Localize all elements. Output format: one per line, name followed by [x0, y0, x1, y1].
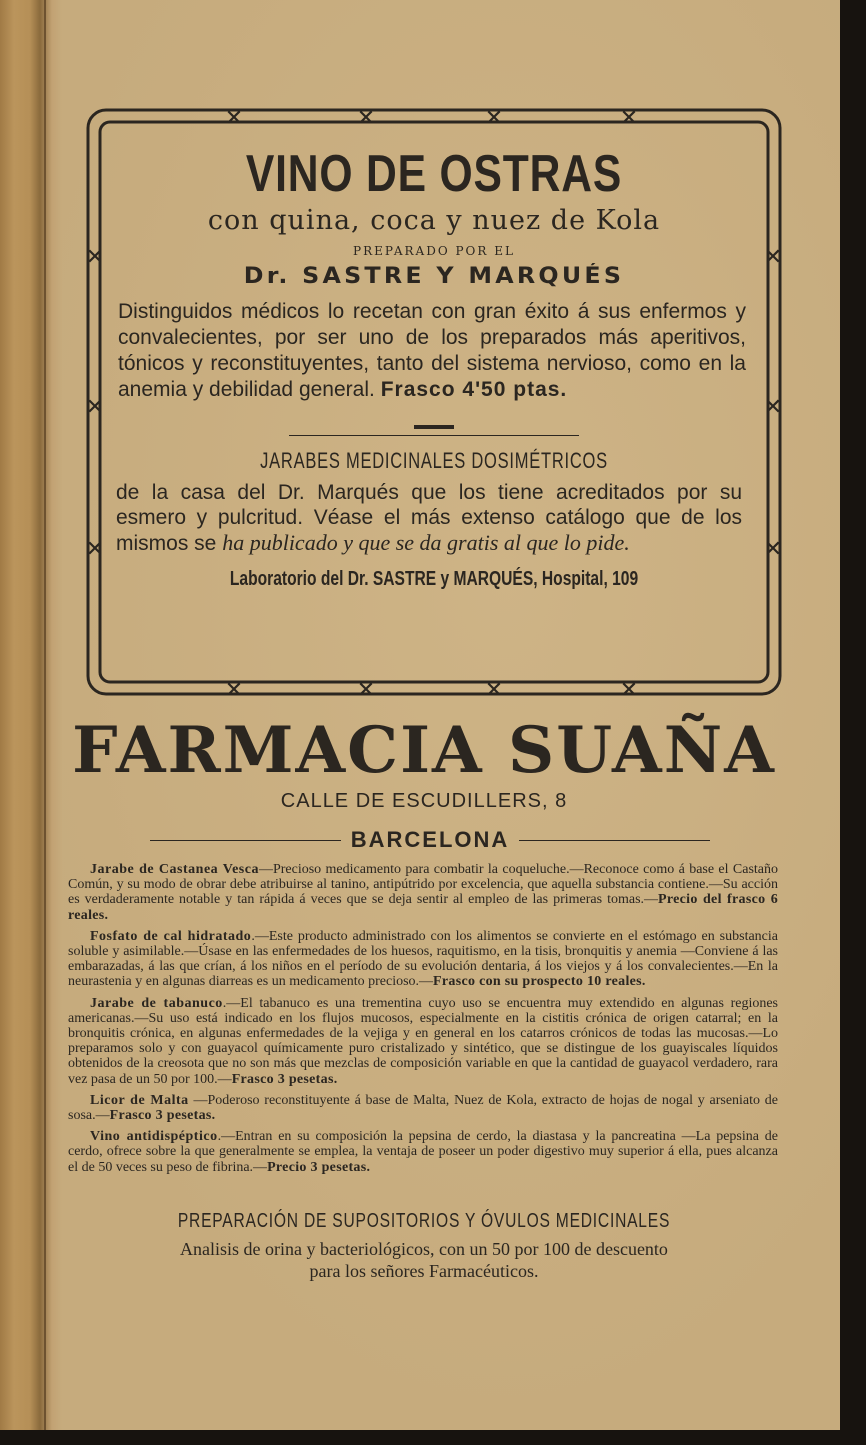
ad-price: Frasco 4'50 ptas.	[380, 378, 568, 401]
product-price: Frasco 3 pesetas.	[231, 1071, 338, 1087]
section-dash	[414, 425, 454, 429]
ad-doctor-name: Dr. SASTRE Y MARQUÉS	[243, 264, 625, 289]
syrups-italic-text: ha publicado y que se da gratis al que lo pide.	[222, 530, 630, 555]
svg-text:✕: ✕	[619, 678, 639, 698]
product-name: Jarabe de tabanuco	[90, 995, 223, 1011]
product-list	[68, 862, 778, 1181]
product-name: Fosfato de cal hidratado	[90, 928, 252, 944]
syrups-title: JARABES MEDICINALES DOSIMÉTRICOS	[260, 448, 608, 473]
city-rule-left	[150, 840, 341, 841]
product-item	[68, 1093, 778, 1123]
product-price: Precio del frasco 6 reales.	[68, 892, 779, 923]
svg-text:✕: ✕	[224, 678, 244, 698]
svg-text:✕: ✕	[85, 245, 105, 270]
svg-text:✕: ✕	[85, 395, 105, 420]
product-price: Frasco con su prospecto 10 reales.	[433, 974, 646, 990]
product-price: Frasco 3 pesetas.	[109, 1108, 216, 1124]
svg-text:✕: ✕	[484, 106, 504, 131]
svg-text:✕: ✕	[356, 678, 376, 698]
analysis-line-2: para los señores Farmacéuticos.	[309, 1261, 539, 1281]
syrups-body-text: de la casa del Dr. Marqués que los tiene acreditados por su esmero y pulcritud. Véase el más extenso catálogo que de los mismos se	[116, 481, 742, 555]
pharmacy-city: BARCELONA	[350, 827, 510, 852]
svg-text:✕: ✕	[85, 537, 105, 562]
binding-fold	[44, 0, 46, 1430]
analysis-line-1: Analisis de orina y bacteriológicos, con un 50 por 100 de descuento	[180, 1239, 668, 1259]
ad-body-text: Distinguidos médicos lo recetan con gran éxito á sus enfermos y convalecientes, por ser uno de los preparados más aperitivos, tónicos y reconstituyentes, tanto del sistema nervioso, como en la anemia y debilidad general.	[118, 300, 746, 401]
ad-description	[118, 299, 746, 403]
laboratory-address: Laboratorio del Dr. SASTRE y MARQUÉS, Hospital, 109	[229, 568, 639, 590]
city-rule-right	[519, 840, 710, 841]
svg-text:✕: ✕	[763, 245, 783, 270]
ad-subtitle: con quina, coca y nuez de Kola	[207, 205, 661, 236]
svg-text:✕: ✕	[356, 106, 376, 131]
page-binding	[0, 0, 62, 1430]
scan-edge-bottom	[0, 1430, 866, 1445]
ad-prepared-by: PREPARADO POR EL	[353, 244, 515, 258]
suppositories-heading: PREPARACIÓN DE SUPOSITORIOS Y ÓVULOS MEDICINALES	[177, 1210, 671, 1232]
ad-title: VINO DE OSTRAS	[245, 145, 623, 203]
product-name: Jarabe de Castanea Vesca	[90, 862, 259, 877]
svg-text:✕: ✕	[619, 106, 639, 131]
product-item	[68, 929, 778, 990]
product-text: —Poderoso reconstituyente á base de Malta, Nuez de Kola, extracto de hojas de nogal y arseniato de sosa.—	[68, 1092, 778, 1124]
product-name: Vino antidispéptico	[90, 1129, 218, 1145]
product-text: —Precioso medicamento para combatir la coqueluche.—Reconoce como á base el Castaño Común, y su modo de obrar debe atribuirse al tanino, antipútrido por excelencia, que aquella substancia contiene.—Su acción es verdaderamente notable y tan rápida á veces que se deja sentir al empleo de las primeras tomas.—	[68, 862, 778, 908]
scan-edge-right	[840, 0, 866, 1445]
product-price: Precio 3 pesetas.	[267, 1159, 371, 1175]
product-text: .—El tabanuco es una trementina cuyo uso se encuentra muy extendido en algunas regiones americanas.—Su uso está indicado en los flujos mucosos, especialmente en la cistitis crónica de origen catarral; en la bronquitis crónica, en algunas enfermedades de la vejiga y en general en los catarros crónicos de todas las mucosas.—Lo preparamos solo y con guayacol químicamente puro cristalizado y sintético, que se distingue de los guayiscales líquidos obtenidos de la creosota que no son más que mezclas de composición variable en que la cantidad de guayacol verdadero, rara vez pasa de un 50 por 100.—	[68, 995, 778, 1087]
svg-text:✕: ✕	[763, 395, 783, 420]
product-name: Licor de Malta	[90, 1092, 189, 1108]
analysis-notice	[64, 1238, 784, 1282]
product-item	[68, 996, 778, 1087]
section-rule	[289, 435, 579, 436]
product-text: .—Entran en su composición la pepsina de cerdo, la diastasa y la pancreatina —La pepsina de cerdo, ofrece sobre la que generalmente se emplea, la ventaja de poseer un poder digestivo muy superior á ella, pues alcanza el de 50 veces su peso de fibrina.—	[68, 1129, 778, 1175]
product-text: .—Este producto administrado con los alimentos se convierte en el estómago en substancia soluble y asimilable.—Úsase en las enfermedades de los huesos, raquitismo, en la tisis, bronquitis y anemia —Conviene á las embarazadas, á las que crían, á los niños en el período de su evolución dentaria, á los viejos y á los convalecientes.—En la neurastenia y en algunas diarreas es un medicamento precioso.—	[68, 928, 779, 990]
pharmacy-street: CALLE DE ESCUDILLERS, 8	[280, 790, 568, 812]
syrups-description	[116, 480, 742, 556]
svg-text:✕: ✕	[484, 678, 504, 698]
vino-de-ostras-ad	[84, 106, 784, 698]
svg-text:✕: ✕	[224, 106, 244, 131]
product-item	[68, 1129, 778, 1175]
pharmacy-city-row	[150, 826, 710, 854]
svg-text:✕: ✕	[763, 537, 783, 562]
product-item	[68, 862, 778, 923]
pharmacy-name: FARMACIA SUAÑA	[72, 713, 776, 788]
